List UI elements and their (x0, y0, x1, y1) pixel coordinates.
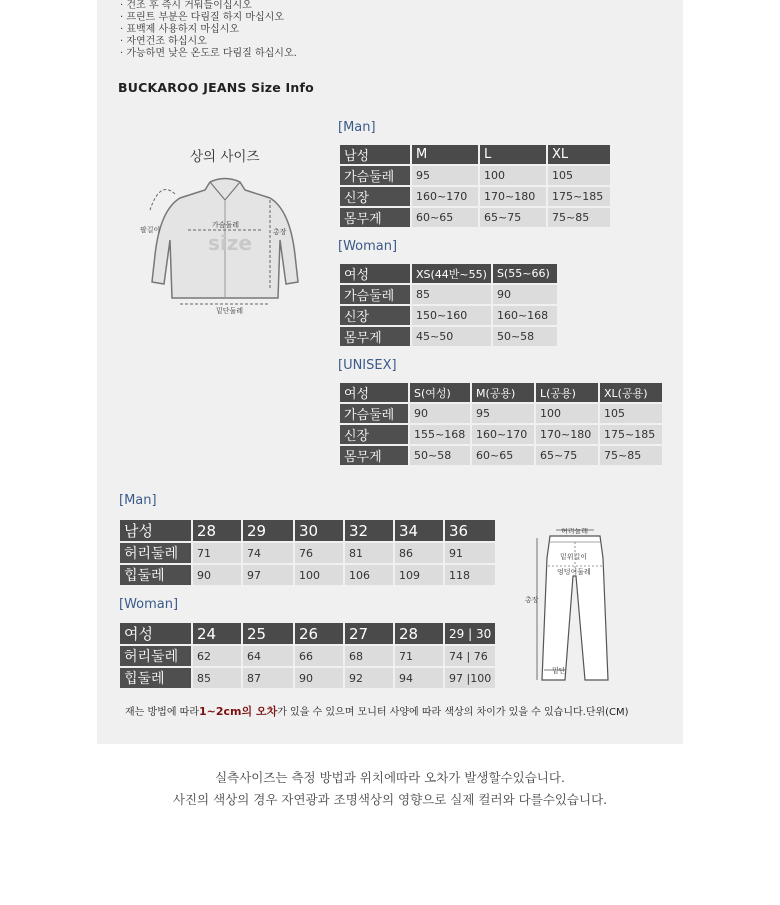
table-cell: 91 (445, 543, 495, 563)
table-row (120, 646, 495, 666)
row-label: 몸무게 (340, 208, 410, 227)
table-cell: 75~85 (600, 446, 662, 465)
row-label: 신장 (340, 306, 410, 325)
jacket-sleeve-label: 팔길이 (140, 226, 161, 234)
man-top-size-table (338, 143, 612, 229)
row-label: 가슴둘레 (340, 404, 408, 423)
table-cell: 60~65 (412, 208, 478, 227)
table-cell: 160~168 (493, 306, 557, 325)
woman-bottom-section-label: [Woman] (119, 597, 179, 612)
header-cell: M(공용) (472, 383, 534, 402)
table-cell: 106 (345, 565, 393, 585)
header-cell: M (412, 145, 478, 164)
table-row (340, 166, 610, 185)
table-header-row (120, 520, 495, 541)
footer-line: 사진의 색상의 경우 자연광과 조명색상의 영향으로 실제 컬러와 다를수있습니다. (172, 792, 608, 807)
header-cell: XS(44반~55) (412, 264, 491, 283)
table-cell: 175~185 (600, 425, 662, 444)
table-header-row (340, 383, 662, 402)
table-cell: 160~170 (412, 187, 478, 206)
jacket-chest-label: 가슴둘레 (212, 221, 240, 229)
man-bottom-section-label: [Man] (119, 493, 157, 508)
care-note: · 표백제 사용하지 마십시오 (120, 24, 239, 35)
pants-hem-label: 밑단 (552, 667, 566, 675)
table-cell: 87 (243, 668, 293, 688)
table-cell: 118 (445, 565, 495, 585)
header-cell: 24 (193, 623, 241, 644)
row-label: 힙둘레 (120, 565, 191, 585)
table-cell: 92 (345, 668, 393, 688)
table-cell: 76 (295, 543, 343, 563)
row-label: 힙둘레 (120, 668, 191, 688)
table-cell: 64 (243, 646, 293, 666)
unisex-top-section-label: [UNISEX] (338, 358, 397, 373)
table-cell: 175~185 (548, 187, 610, 206)
table-cell: 90 (295, 668, 343, 688)
table-header-row (120, 623, 495, 644)
table-cell: 150~160 (412, 306, 491, 325)
table-row (340, 306, 557, 325)
measurement-note (125, 703, 629, 719)
header-cell: 여성 (120, 623, 191, 644)
header-cell: 남성 (120, 520, 191, 541)
header-cell: 36 (445, 520, 495, 541)
header-cell: 여성 (340, 264, 410, 283)
row-label: 가슴둘레 (340, 166, 410, 185)
table-cell: 97 |100 (445, 668, 495, 688)
table-cell: 65~75 (480, 208, 546, 227)
pants-diagram (525, 528, 625, 688)
care-notes (120, 0, 297, 60)
header-cell: 29 | 30 (445, 623, 495, 644)
table-cell: 50~58 (410, 446, 470, 465)
pants-length-label: 총장 (525, 596, 539, 604)
table-cell: 105 (600, 404, 662, 423)
table-cell: 155~168 (410, 425, 470, 444)
header-cell: 29 (243, 520, 293, 541)
table-cell: 45~50 (412, 327, 491, 346)
table-cell: 95 (412, 166, 478, 185)
table-cell: 90 (193, 565, 241, 585)
table-cell: 71 (395, 646, 443, 666)
table-cell: 90 (493, 285, 557, 304)
table-cell: 65~75 (536, 446, 598, 465)
care-note: · 건조 후 즉시 거둬들이십시오 (120, 0, 252, 11)
header-cell: 26 (295, 623, 343, 644)
table-cell: 75~85 (548, 208, 610, 227)
table-cell: 109 (395, 565, 443, 585)
table-header-row (340, 145, 610, 164)
table-cell: 60~65 (472, 446, 534, 465)
table-cell: 94 (395, 668, 443, 688)
care-note: · 프린트 부분은 다림질 하지 마십시오 (120, 12, 284, 23)
header-cell: L(공용) (536, 383, 598, 402)
table-cell: 170~180 (480, 187, 546, 206)
table-row (340, 208, 610, 227)
woman-bottom-size-table (118, 621, 497, 690)
table-cell: 85 (412, 285, 491, 304)
table-row (120, 668, 495, 688)
table-cell: 160~170 (472, 425, 534, 444)
jacket-length-label: 총장 (273, 228, 287, 236)
measurement-note-before: 재는 방법에 따라 (125, 707, 199, 718)
man-top-section-label: [Man] (338, 120, 376, 135)
table-row (340, 285, 557, 304)
man-bottom-size-table (118, 518, 497, 587)
row-label: 신장 (340, 187, 410, 206)
header-cell: 32 (345, 520, 393, 541)
row-label: 신장 (340, 425, 408, 444)
table-cell: 74 | 76 (445, 646, 495, 666)
measurement-note-error: 1~2cm의 오차 (198, 705, 278, 718)
footer-line: 실측사이즈는 측정 방법과 위치에따라 오차가 발생할수있습니다. (215, 770, 565, 785)
top-size-title: 상의 사이즈 (190, 149, 260, 165)
row-label: 허리둘레 (120, 646, 191, 666)
woman-top-section-label: [Woman] (338, 239, 398, 254)
header-cell: 남성 (340, 145, 410, 164)
table-cell: 71 (193, 543, 241, 563)
header-cell: XL(공용) (600, 383, 662, 402)
table-row (340, 327, 557, 346)
size-info-title: BUCKAROO JEANS Size Info (118, 80, 314, 95)
table-header-row (340, 264, 557, 283)
pants-rise-label: 밑위길이 (560, 553, 588, 561)
header-cell: 27 (345, 623, 393, 644)
table-cell: 81 (345, 543, 393, 563)
pants-thigh-label: 엉덩이둘레 (557, 568, 591, 576)
care-note: · 자연건조 하십시오 (120, 36, 207, 47)
table-row (340, 404, 662, 423)
table-cell: 95 (472, 404, 534, 423)
jacket-size-word: size (208, 231, 252, 255)
table-row (120, 565, 495, 585)
table-cell: 100 (536, 404, 598, 423)
jacket-hem-label: 밑단둘레 (216, 307, 244, 315)
table-cell: 105 (548, 166, 610, 185)
unisex-top-size-table (338, 381, 664, 467)
table-cell: 68 (345, 646, 393, 666)
table-cell: 170~180 (536, 425, 598, 444)
table-row (120, 543, 495, 563)
measurement-note-after: 가 있을 수 있으며 모니터 사양에 따라 색상의 차이가 있을 수 있습니다.단위(CM) (277, 707, 629, 718)
header-cell: 여성 (340, 383, 408, 402)
row-label: 가슴둘레 (340, 285, 410, 304)
table-row (340, 187, 610, 206)
header-cell: 25 (243, 623, 293, 644)
row-label: 몸무게 (340, 327, 410, 346)
header-cell: 34 (395, 520, 443, 541)
table-row (340, 446, 662, 465)
table-cell: 97 (243, 565, 293, 585)
row-label: 허리둘레 (120, 543, 191, 563)
table-cell: 74 (243, 543, 293, 563)
table-cell: 66 (295, 646, 343, 666)
header-cell: XL (548, 145, 610, 164)
header-cell: 28 (395, 623, 443, 644)
table-cell: 62 (193, 646, 241, 666)
table-cell: 90 (410, 404, 470, 423)
care-note: · 가능하면 낮은 온도로 다림질 하십시오. (120, 48, 297, 59)
header-cell: S(55~66) (493, 264, 557, 283)
header-cell: 30 (295, 520, 343, 541)
pants-waist-label: 허리둘레 (561, 528, 589, 535)
header-cell: S(여성) (410, 383, 470, 402)
table-cell: 85 (193, 668, 241, 688)
header-cell: 28 (193, 520, 241, 541)
table-row (340, 425, 662, 444)
table-cell: 100 (295, 565, 343, 585)
woman-top-size-table (338, 262, 559, 348)
row-label: 몸무게 (340, 446, 408, 465)
header-cell: L (480, 145, 546, 164)
table-cell: 100 (480, 166, 546, 185)
table-cell: 86 (395, 543, 443, 563)
table-cell: 50~58 (493, 327, 557, 346)
jacket-diagram (140, 170, 310, 320)
